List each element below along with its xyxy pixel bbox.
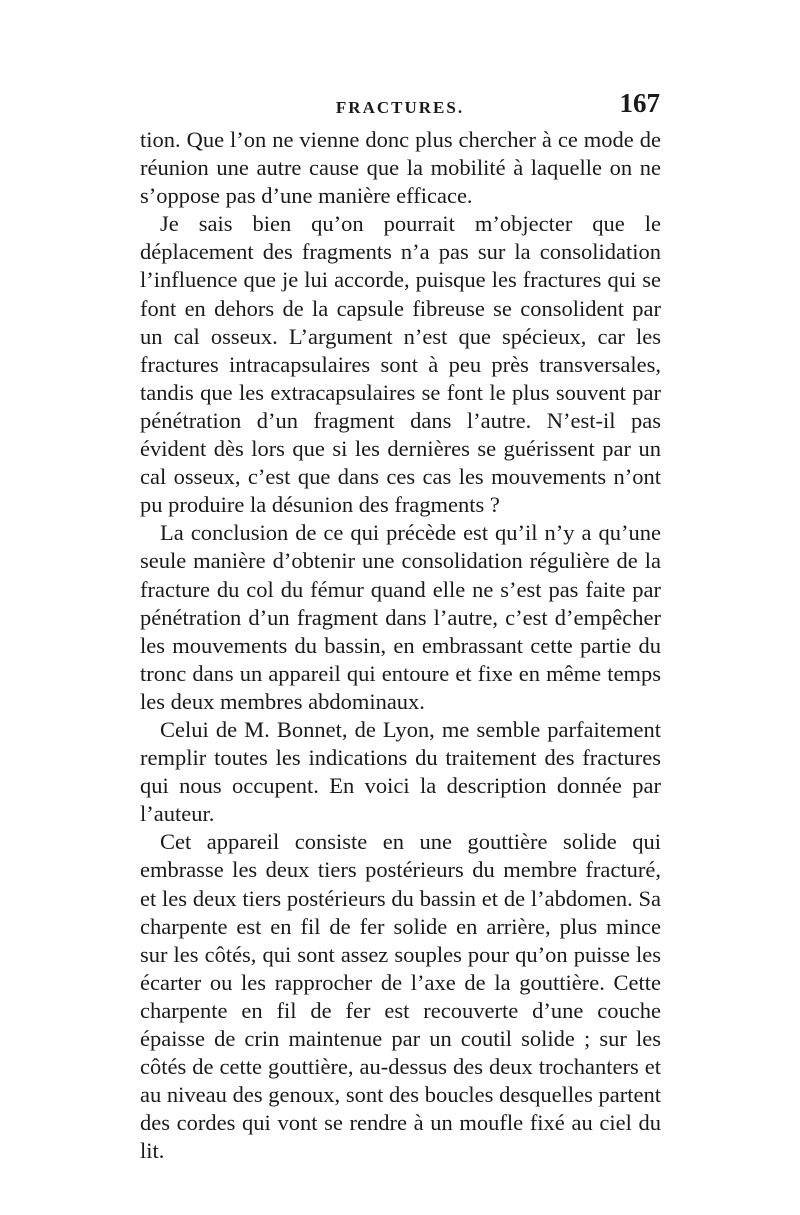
paragraph: Cet appareil consiste en une gouttière solide qui embrasse les deux tiers postérieurs du membre fracturé, et les deux tiers postérieurs du bassin et de l’abdomen. Sa charpente est en fil de fer solide en arrière, plus mince sur les côtés, qui sont assez souples pour qu’on puisse les écarter ou les rapprocher de l’axe de la gouttière. Cette charpente en fil de fer est recouverte d’une couche épaisse de crin maintenue par un coutil solide ; sur les côtés de cette gouttière, au-dessus des deux trochanters et au niveau des genoux, sont des boucles desquelles partent des cordes qui vont se rendre à un moufle fixé au ciel du lit. [140,829,661,1164]
paragraph-continuation: tion. Que l’on ne vienne donc plus chercher à ce mode de réunion une autre cause que la mobilité à laquelle on ne s’oppose pas d’une manière efficace. [140,127,661,209]
body-text [140,126,661,1165]
paragraph: La conclusion de ce qui précède est qu’il n’y a qu’une seule manière d’obtenir une consolidation régulière de la fracture du col du fémur quand elle ne s’est pas faite par pénétration d’un fragment dans l’autre, c’est d’empêcher les mouvements du bassin, en embrassant cette partie du tronc dans un appareil qui entoure et fixe en même temps les deux membres abdominaux. [140,520,661,714]
page-number: 167 [619,88,660,118]
paragraph: Celui de M. Bonnet, de Lyon, me semble parfaitement remplir toutes les indications du traitement des fractures qui nous occupent. En voici la description donnée par l’auteur. [140,716,661,827]
running-title: FRACTURES. [335,98,465,117]
running-head [140,88,660,120]
paragraph: Je sais bien qu’on pourrait m’objecter que le déplacement des fragments n’a pas sur la consolidation l’influence que je lui accorde, puisque les fractures qui se font en dehors de la capsule fibreuse se consolident par un cal osseux. L’argument n’est que spécieux, car les fractures intracapsulaires sont à peu près transversales, tandis que les extracapsulaires se font le plus souvent par pénétration d’un fragment dans l’autre. N’est-il pas évident dès lors que si les dernières se guérissent par un cal osseux, c’est que dans ces cas les mouvements n’ont pu produire la désunion des fragments ? [140,211,661,518]
